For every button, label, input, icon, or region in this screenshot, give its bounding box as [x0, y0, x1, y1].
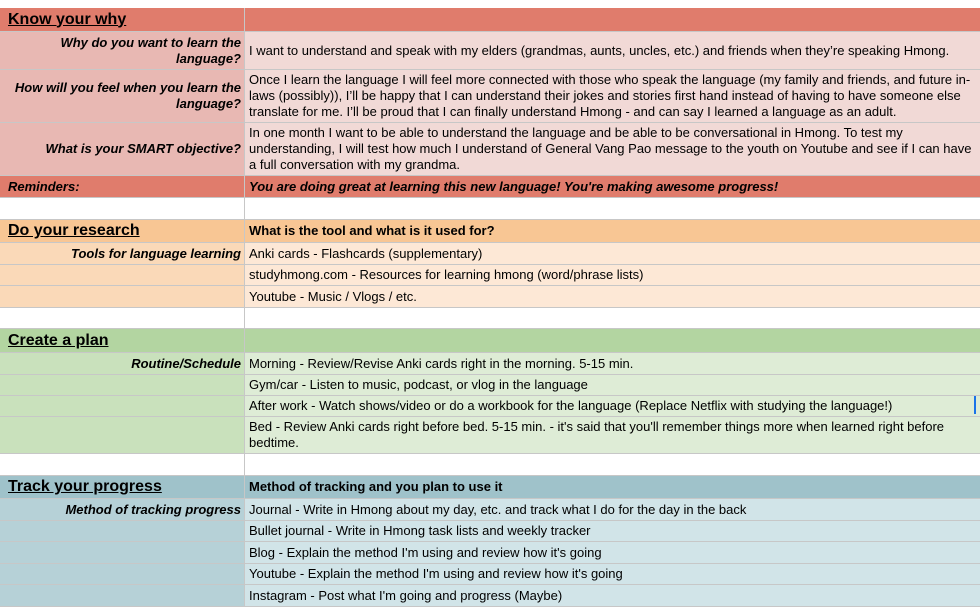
- row-track-5[interactable]: [0, 585, 980, 607]
- cell-research-item[interactable]: Youtube - Music / Vlogs / etc.: [245, 286, 980, 307]
- row-track-3[interactable]: [0, 542, 980, 564]
- row-track-title[interactable]: [0, 476, 980, 499]
- row-plan-4[interactable]: [0, 417, 980, 454]
- cell-empty[interactable]: [245, 308, 980, 328]
- row-blank[interactable]: [0, 308, 980, 329]
- section-title-plan[interactable]: Create a plan: [0, 329, 245, 352]
- cell-empty[interactable]: [0, 454, 245, 475]
- cell-track-item[interactable]: Youtube - Explain the method I'm using and review how it's going: [245, 564, 980, 584]
- cell-empty[interactable]: [245, 454, 980, 475]
- cell-research-item[interactable]: studyhmong.com - Resources for learning hmong (word/phrase lists): [245, 265, 980, 285]
- section-title-track[interactable]: Track your progress: [0, 476, 245, 498]
- cell-empty[interactable]: [0, 375, 245, 395]
- row-blank[interactable]: [0, 454, 980, 476]
- cell-answer-smart[interactable]: In one month I want to be able to understand the language and be able to be conversational in Hmong. To test my understanding, I will test how much I understand of General Vang Pao message to the youth on Youtube and see if I can have a full conversation with my grandma.: [245, 123, 980, 175]
- row-reminders[interactable]: [0, 176, 980, 198]
- cell-empty[interactable]: [245, 198, 980, 219]
- cell-plan-item[interactable]: Gym/car - Listen to music, podcast, or vlog in the language: [245, 375, 980, 395]
- sheet-top-edge: [0, 0, 980, 8]
- row-plan-3[interactable]: [0, 396, 980, 417]
- row-plan-1[interactable]: [0, 353, 980, 375]
- row-track-4[interactable]: [0, 564, 980, 585]
- cell-track-label[interactable]: Method of tracking progress: [0, 499, 245, 520]
- cell-empty[interactable]: [245, 329, 980, 352]
- cell-track-item[interactable]: Bullet journal - Write in Hmong task lists and weekly tracker: [245, 521, 980, 541]
- row-research-1[interactable]: [0, 243, 980, 265]
- row-research-2[interactable]: [0, 265, 980, 286]
- row-research-3[interactable]: [0, 286, 980, 308]
- cell-empty[interactable]: [0, 521, 245, 541]
- selection-edge-marker: [974, 396, 980, 414]
- cell-empty[interactable]: [0, 308, 245, 328]
- cell-plan-label[interactable]: Routine/Schedule: [0, 353, 245, 374]
- cell-question-feel[interactable]: How will you feel when you learn the language?: [0, 70, 245, 122]
- cell-empty[interactable]: [245, 8, 980, 31]
- row-why[interactable]: [0, 32, 980, 70]
- cell-reminders-text[interactable]: You are doing great at learning this new language! You're making awesome progress!: [249, 178, 779, 194]
- cell-plan-item[interactable]: Bed - Review Anki cards right before bed. 5-15 min. - it's said that you'll remember things more when learned right before bedtime.: [245, 417, 980, 453]
- cell-empty[interactable]: [0, 417, 245, 453]
- cell-track-item[interactable]: Journal - Write in Hmong about my day, etc. and track what I do for the day in the back: [245, 499, 980, 520]
- row-feel[interactable]: [0, 70, 980, 123]
- row-track-1[interactable]: [0, 499, 980, 521]
- cell-empty[interactable]: [0, 198, 245, 219]
- section-title-know[interactable]: Know your why: [0, 8, 245, 31]
- row-know-title[interactable]: [0, 8, 980, 32]
- cell-track-item[interactable]: Instagram - Post what I'm going and progress (Maybe): [245, 585, 980, 606]
- row-plan-2[interactable]: [0, 375, 980, 396]
- cell-empty[interactable]: [0, 396, 245, 416]
- cell-answer-why[interactable]: I want to understand and speak with my elders (grandmas, aunts, uncles, etc.) and friends when they’re speaking Hmong.: [245, 32, 980, 69]
- cell-track-header[interactable]: Method of tracking and you plan to use it: [249, 479, 503, 494]
- row-plan-title[interactable]: [0, 329, 980, 353]
- cell-reminders-label[interactable]: Reminders:: [0, 176, 245, 197]
- cell-plan-item[interactable]: Morning - Review/Revise Anki cards right in the morning. 5-15 min.: [245, 353, 980, 374]
- cell-research-item[interactable]: Anki cards - Flashcards (supplementary): [245, 243, 980, 264]
- cell-question-smart[interactable]: What is your SMART objective?: [0, 123, 245, 175]
- cell-plan-item[interactable]: After work - Watch shows/video or do a workbook for the language (Replace Netflix with studying the language!): [245, 396, 980, 416]
- cell-empty[interactable]: [0, 542, 245, 563]
- row-blank[interactable]: [0, 198, 980, 220]
- cell-empty[interactable]: [0, 265, 245, 285]
- cell-research-label[interactable]: Tools for language learning: [0, 243, 245, 264]
- section-title-research[interactable]: Do your research: [0, 220, 245, 242]
- cell-empty[interactable]: [0, 564, 245, 584]
- cell-answer-feel[interactable]: Once I learn the language I will feel more connected with those who speak the language (my family and friends, and future in-laws (possibly)), I’ll be happy that I can understand their jokes and stories first hand instead of having to have someone else translate for me. I’ll be proud that I can finally understand Hmong - and can say I learned a language as an adult.: [245, 70, 980, 122]
- cell-track-item[interactable]: Blog - Explain the method I'm using and review how it's going: [245, 542, 980, 563]
- cell-question-why[interactable]: Why do you want to learn the language?: [0, 32, 245, 69]
- cell-empty[interactable]: [0, 286, 245, 307]
- row-smart[interactable]: [0, 123, 980, 176]
- row-research-title[interactable]: [0, 220, 980, 243]
- cell-research-header[interactable]: What is the tool and what is it used for?: [249, 223, 495, 238]
- row-track-2[interactable]: [0, 521, 980, 542]
- cell-empty[interactable]: [0, 585, 245, 606]
